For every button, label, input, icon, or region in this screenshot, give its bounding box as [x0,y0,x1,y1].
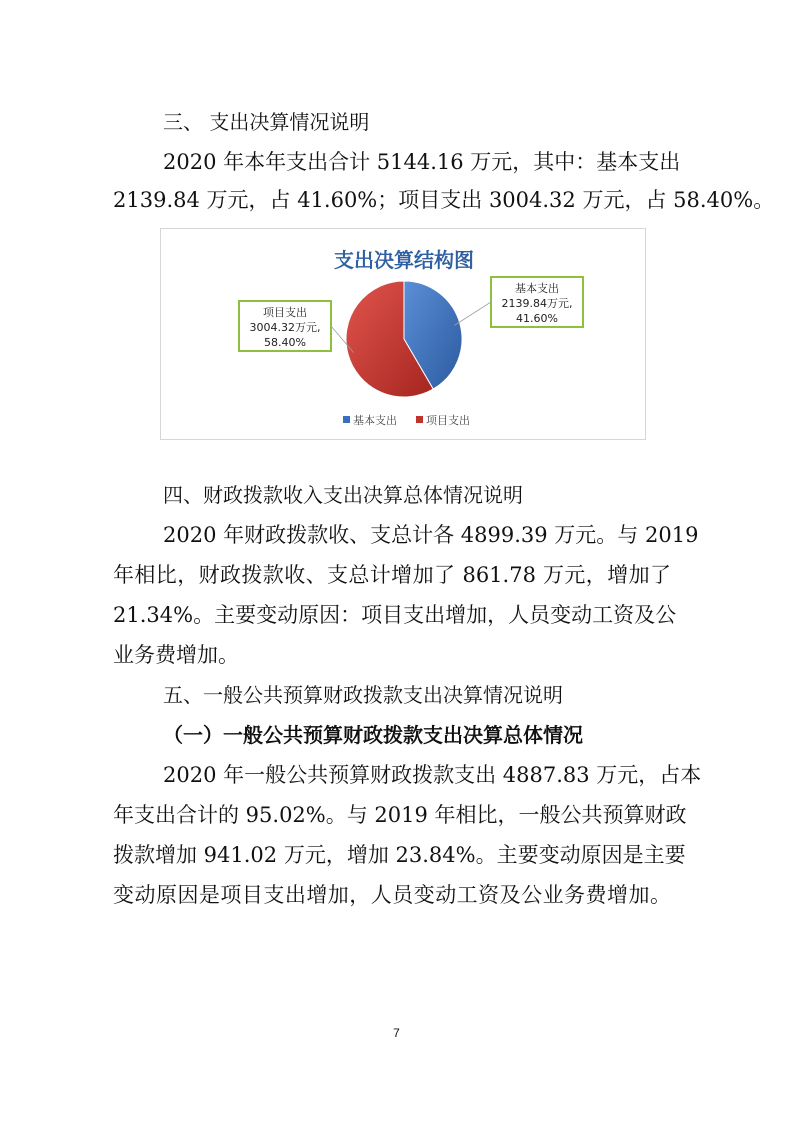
legend-label-project: 项目支出 [426,414,470,427]
section-4-heading: 四、财政拨款收入支出决算总体情况说明 [163,483,523,507]
leader-line-basic [454,302,491,325]
data-label-text: 58.40% [264,336,306,349]
data-label-text: 3004.32万元, [249,321,321,334]
legend-swatch-project [416,416,423,423]
section-5-paragraph-line-3: 拨款增加 941.02 万元，增加 23.84%。主要变动原因是主要 [113,843,686,867]
section-5-heading: 五、一般公共预算财政拨款支出决算情况说明 [163,683,563,707]
section-3-paragraph-line-1: 2020 年本年支出合计 5144.16 万元，其中：基本支出 [163,150,681,174]
pie-chart [161,229,647,441]
section-5-paragraph-line-4: 变动原因是项目支出增加，人员变动工资及公业务费增加。 [113,883,671,907]
chart-container [160,228,646,440]
section-4-paragraph-line-3: 21.34%。主要变动原因：项目支出增加，人员变动工资及公 [113,603,677,627]
section-3-paragraph-line-2: 2139.84 万元，占 41.60%；项目支出 3004.32 万元，占 58.40%。 [113,188,775,212]
data-label-text: 2139.84万元, [501,297,573,310]
legend-label-basic: 基本支出 [353,414,397,427]
section-5-paragraph-line-1: 2020 年一般公共预算财政拨款支出 4887.83 万元，占本 [163,763,702,787]
data-label-text: 基本支出 [515,282,559,295]
section-3-heading: 三、 支出决算情况说明 [163,110,370,134]
chart-title: 支出决算结构图 [334,248,474,272]
section-4-paragraph-line-1: 2020 年财政拨款收、支总计各 4899.39 万元。与 2019 [163,523,699,547]
section-5-paragraph-line-2: 年支出合计的 95.02%。与 2019 年相比，一般公共预算财政 [113,803,687,827]
section-4-paragraph-line-4: 业务费增加。 [113,643,239,667]
data-label-text: 41.60% [516,312,558,325]
section-5-subheading-1: （一）一般公共预算财政拨款支出决算总体情况 [163,723,583,747]
data-label-text: 项目支出 [263,306,307,319]
section-4-paragraph-line-2: 年相比，财政拨款收、支总计增加了 861.78 万元，增加了 [113,563,671,587]
legend-swatch-basic [343,416,350,423]
page-number: 7 [393,1026,400,1040]
